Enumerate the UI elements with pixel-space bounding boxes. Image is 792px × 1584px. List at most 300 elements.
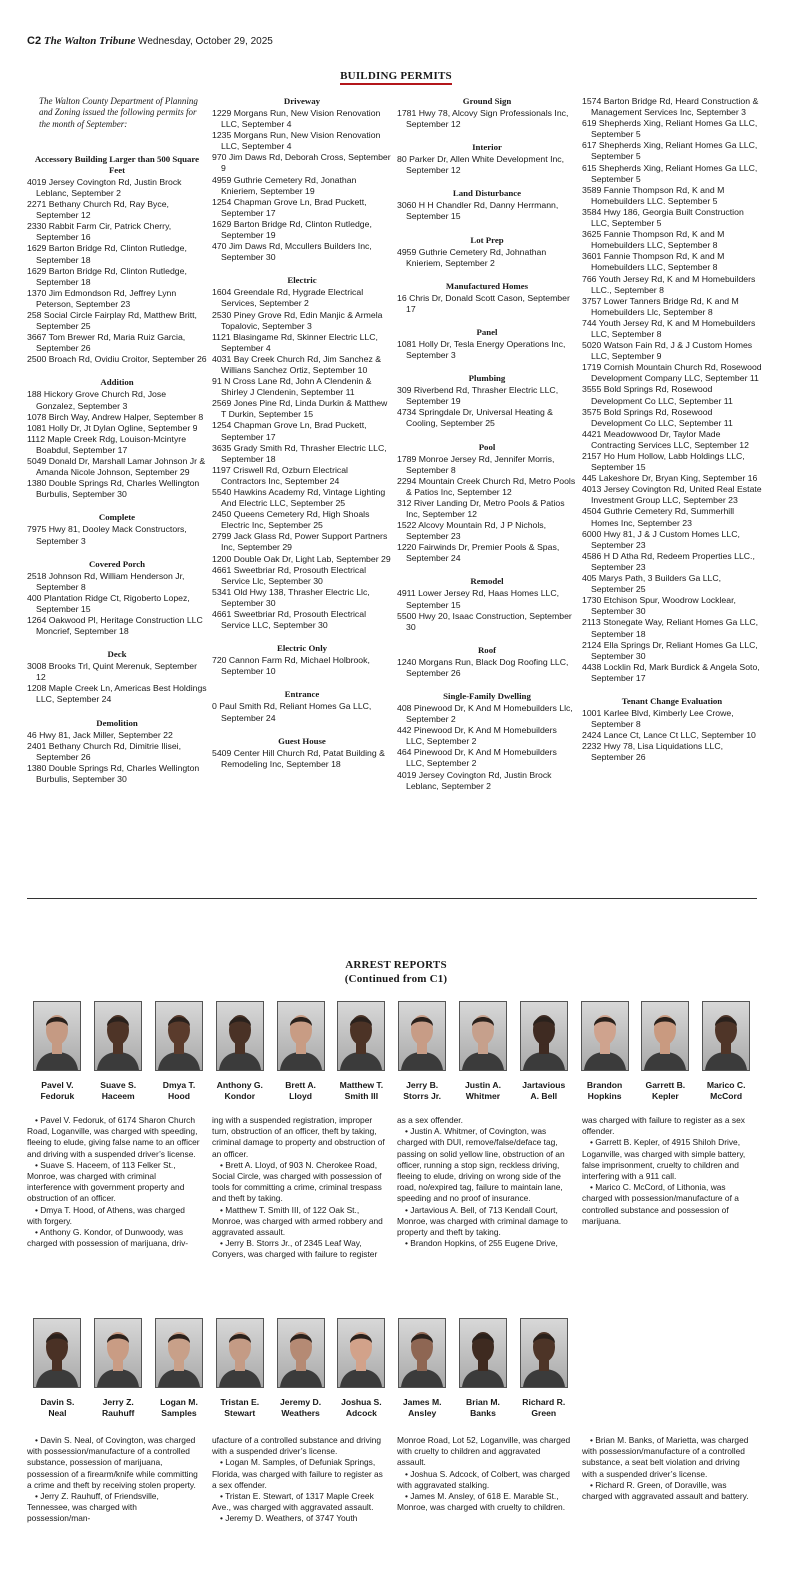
- arrest-text-col-1: [27, 1115, 201, 1249]
- permit-entry: 1254 Chapman Grove Ln, Brad Puckett, September 17: [212, 196, 367, 218]
- person-name: [163, 1080, 195, 1102]
- person-first-name: Dmya T.: [162, 1080, 196, 1090]
- arrest-paragraph: • Logan M. Samples, of Defuniak Springs, Florida, was charged with failure to register as a sex offender.: [212, 1457, 383, 1490]
- permit-entry: 1197 Criswell Rd, Ozburn Electrical Contractors Inc, September 24: [212, 464, 348, 486]
- mugshot-card: [27, 1318, 88, 1419]
- permit-category: [582, 96, 762, 684]
- permit-entry: 1719 Cornish Mountain Church Rd, Rosewood Development Company LLC, September 11: [582, 362, 762, 384]
- permit-category: [27, 718, 207, 785]
- mugshot-photo: [33, 1001, 81, 1071]
- arrest-text-col-3: [397, 1115, 571, 1249]
- person-name: [522, 1080, 565, 1102]
- mugshot-portrait: [582, 1002, 628, 1070]
- arrest-paragraph: • Tristan E. Stewart, of 1317 Maple Creek Ave., was charged with aggravated assault.: [212, 1491, 374, 1513]
- permit-entry: 3625 Fannie Thompson Rd, K and M Homebuilders LLC, September 8: [582, 229, 725, 251]
- permit-entry: 6000 Hwy 81, J & J Custom Homes LLC, September 23: [582, 528, 740, 550]
- arrest-text-col-1: [27, 1435, 201, 1525]
- permit-category: [212, 275, 392, 631]
- permit-entry: 2271 Bethany Church Rd, Ray Byce, September 12: [27, 199, 169, 221]
- person-first-name: Brandon: [586, 1080, 623, 1090]
- person-name: [646, 1080, 686, 1102]
- arrest-paragraph: • Richard R. Green, of Doraville, was charged with aggravated assault and battery.: [582, 1479, 749, 1502]
- person-name: [340, 1080, 383, 1102]
- mugshot-portrait: [642, 1002, 688, 1070]
- mugshot-photo: [337, 1318, 385, 1388]
- permit-entry: 2330 Rabbit Farm Cir, Patrick Cherry, September 16: [27, 221, 172, 243]
- person-first-name: Anthony G.: [216, 1080, 263, 1090]
- permit-category: [397, 188, 577, 222]
- mugshot-portrait: [521, 1319, 567, 1387]
- person-first-name: Davin S.: [40, 1397, 75, 1407]
- permit-entry: 1240 Morgans Run, Black Dog Roofing LLC, September 26: [397, 656, 569, 678]
- permit-entry: 720 Cannon Farm Rd, Michael Holbrook, September 10: [212, 655, 370, 677]
- permit-entry: 1370 Jim Edmondson Rd, Jeffrey Lynn Peterson, September 23: [27, 287, 177, 309]
- mugshot-portrait: [338, 1002, 384, 1070]
- mugshot-card: [696, 1001, 757, 1102]
- permit-entry: 5500 Hwy 20, Isaac Construction, September 30: [397, 610, 572, 632]
- permit-entry: 5540 Hawkins Academy Rd, Vintage Lighting And Electric LLC, September 25: [212, 487, 386, 509]
- mugshot-card: [574, 1001, 635, 1102]
- mugshot-row-1: [27, 1001, 757, 1102]
- permit-entry: 1380 Double Springs Rd, Charles Wellington Burbulis, September 30: [27, 762, 200, 784]
- person-last-name: Rauhuff: [101, 1408, 135, 1418]
- permit-category-title: Interior: [472, 142, 502, 153]
- permit-entry: 4013 Jersey Covington Rd, United Real Estate Investment Group LLC, September 23: [582, 484, 762, 506]
- mugshot-photo: [94, 1318, 142, 1388]
- permit-category-title: Roof: [477, 644, 497, 655]
- permit-entry: 4959 Guthrie Cemetery Rd, Jonathan Knieriem, September 19: [212, 174, 357, 196]
- permit-entry: 3008 Brooks Trl, Quint Merenuk, September 12: [27, 661, 197, 683]
- permit-entry: 470 Jim Daws Rd, Mccullers Builders Inc, September 30: [212, 241, 372, 263]
- permit-entry: 4504 Guthrie Cemetery Rd, Summerhill Homes Inc, September 23: [582, 506, 735, 528]
- permit-category: [397, 576, 577, 632]
- issue-date: Wednesday, October 29, 2025: [138, 36, 273, 47]
- person-first-name: Suave S.: [100, 1080, 137, 1090]
- person-last-name: Haceem: [101, 1091, 135, 1101]
- building-permits-title: BUILDING PERMITS: [340, 70, 452, 85]
- permit-entry: 3757 Lower Tanners Bridge Rd, K and M Homebuilders Llc, September 8: [582, 295, 739, 317]
- person-first-name: Joshua S.: [341, 1397, 382, 1407]
- permit-entry: 4586 H D Atha Rd, Redeem Properties LLC., September 23: [582, 550, 755, 572]
- permit-category-title: Plumbing: [468, 373, 506, 384]
- permit-entry: 4019 Jersey Covington Rd, Justin Brock Leblanc, September 2: [27, 176, 182, 198]
- permit-category-title: Deck: [107, 649, 127, 660]
- person-last-name: Stewart: [224, 1408, 256, 1418]
- arrest-paragraph: • Marico C. McCord, of Lithonia, was charged with possession/manufacture of a controlled substance and possession of marijuana.: [582, 1182, 739, 1226]
- permit-entry: 7975 Hwy 81, Dooley Mack Constructors, September 3: [27, 524, 187, 546]
- arrest-paragraph: ufacture of a controlled substance and driving with a suspended driver’s license.: [212, 1435, 382, 1457]
- permit-entry: 400 Plantation Ridge Ct, Rigoberto Lopez, September 15: [27, 592, 190, 614]
- person-first-name: Brett A.: [285, 1080, 316, 1090]
- mugshot-card: [209, 1001, 270, 1102]
- arrest-text-col-2: [212, 1435, 386, 1525]
- mugshot-photo: [216, 1318, 264, 1388]
- person-last-name: McCord: [710, 1091, 743, 1101]
- permit-entry: 4421 Meadowwood Dr, Taylor Made Contracting Services LLC, September 12: [582, 428, 749, 450]
- arrest-reports-subtitle: (Continued from C1): [344, 973, 448, 985]
- person-name: [160, 1397, 198, 1419]
- person-last-name: Samples: [161, 1408, 197, 1418]
- building-permits-heading: [0, 70, 792, 82]
- permit-category-title: Guest House: [278, 735, 326, 746]
- person-last-name: Lloyd: [289, 1091, 313, 1101]
- permit-entry: 91 N Cross Lane Rd, John A Clendenin & Shirley J Clendenin, September 11: [212, 376, 372, 398]
- arrest-paragraph: • Davin S. Neal, of Covington, was charged with possession/manufacture of a controlled substance, possession of marijuana, possession of a firearm/knife while committing a crime and theft by receiving stolen property.: [27, 1435, 198, 1490]
- permit-category-title: Addition: [100, 377, 134, 388]
- mugshot-portrait: [217, 1002, 263, 1070]
- person-name: [465, 1080, 501, 1102]
- mugshot-photo: [581, 1001, 629, 1071]
- permit-entry: 2500 Broach Rd, Ovidiu Croitor, September 26: [27, 354, 207, 365]
- person-first-name: Tristan E.: [220, 1397, 260, 1407]
- mugshot-card: [513, 1318, 574, 1419]
- permit-entry: 2113 Stonegate Way, Reliant Homes Ga LLC, September 18: [582, 617, 759, 639]
- permit-category: [27, 377, 207, 500]
- mugshot-card: [88, 1318, 149, 1419]
- arrest-paragraph: • Jerry B. Storrs Jr., of 2345 Leaf Way, Conyers, was charged with failure to register: [212, 1238, 378, 1260]
- permit-category-title: Remodel: [470, 576, 504, 587]
- person-name: [40, 1080, 74, 1102]
- permit-category-title: Driveway: [283, 96, 321, 106]
- permit-category: [27, 154, 207, 366]
- permit-category: [397, 142, 577, 176]
- mugshot-photo: [277, 1001, 325, 1071]
- person-name: [217, 1080, 263, 1102]
- permit-entry: 3601 Fannie Thompson Rd, K and M Homebuilders LLC, September 8: [582, 251, 725, 273]
- permits-column-1: [27, 96, 207, 797]
- permit-category-title: Panel: [476, 326, 498, 337]
- mugshot-photo: [155, 1318, 203, 1388]
- permit-entry: 2294 Mountain Creek Church Rd, Metro Pools & Patios Inc, September 12: [397, 475, 576, 497]
- permit-entry: 3667 Tom Brewer Rd, Maria Ruiz Garcia, September 26: [27, 332, 186, 354]
- mugshot-card: [149, 1318, 210, 1419]
- permit-category: [27, 512, 207, 546]
- arrest-paragraph: ing with a suspended registration, improper turn, obstruction of an officer, theft by taking, criminal damage to property and obstruction of an officer.: [212, 1115, 385, 1159]
- permit-entry: 2450 Queens Cemetery Rd, High Shoals Electric Inc, September 25: [212, 509, 370, 531]
- permit-entry: 1254 Chapman Grove Ln, Brad Puckett, September 17: [212, 420, 367, 442]
- person-first-name: Jartavious: [522, 1080, 566, 1090]
- person-last-name: Kondor: [224, 1091, 256, 1101]
- permit-entry: 1629 Barton Bridge Rd, Clinton Rutledge, September 19: [212, 218, 372, 241]
- permit-category: [397, 327, 577, 361]
- permit-category-title: Land Disturbance: [452, 188, 522, 199]
- arrest-paragraph: • Jeremy D. Weathers, of 3747 Youth: [220, 1513, 358, 1524]
- permit-entry: 2232 Hwy 78, Lisa Liquidations LLC, September 26: [582, 741, 724, 763]
- permit-category: [397, 281, 577, 315]
- mugshot-portrait: [399, 1319, 445, 1387]
- person-last-name: Whitmer: [465, 1091, 501, 1101]
- person-first-name: Jeremy D.: [280, 1397, 322, 1407]
- arrest-text-col-3: [397, 1435, 571, 1513]
- mugshot-photo: [337, 1001, 385, 1071]
- permit-category-title: Accessory Building Larger than 500 Square Feet: [34, 153, 200, 175]
- permit-entry: 2569 Jones Pine Rd, Linda Durkin & Matthew T Durkin, September 15: [212, 398, 388, 420]
- permit-entry: 2799 Jack Glass Rd, Power Support Partners Inc, September 29: [212, 531, 388, 553]
- permit-category-title: Complete: [98, 512, 136, 523]
- permit-category: [397, 96, 577, 130]
- mugshot-card: [392, 1001, 453, 1102]
- permit-entry: 1081 Holly Dr, Tesla Energy Operations Inc, September 3: [397, 338, 566, 361]
- permit-entry: 1200 Double Oak Dr, Light Lab, September 29: [212, 553, 391, 564]
- permit-category-title: Tenant Change Evaluation: [621, 695, 723, 706]
- person-name: [403, 1080, 441, 1102]
- person-last-name: Adcock: [345, 1408, 377, 1418]
- arrest-paragraph: • Brett A. Lloyd, of 903 N. Cherokee Road, Social Circle, was charged with possession of tools for committing a crime, criminal trespass and theft by taking.: [212, 1159, 382, 1204]
- person-name: [102, 1397, 134, 1419]
- arrest-reports-title: ARREST REPORTS: [345, 959, 447, 971]
- permit-entry: 4019 Jersey Covington Rd, Justin Brock Leblanc, September 2: [397, 769, 552, 791]
- permit-entry: 1781 Hwy 78, Alcovy Sign Professionals Inc, September 12: [397, 108, 569, 130]
- arrest-text-col-4: [582, 1435, 756, 1502]
- permit-entry: 405 Marys Path, 3 Builders Ga LLC, September 25: [582, 573, 722, 595]
- person-first-name: Richard R.: [522, 1397, 566, 1407]
- arrest-paragraph: • Jartavious A. Bell, of 713 Kendall Court, Monroe, was charged with criminal damage to property and theft by taking.: [397, 1204, 568, 1238]
- permit-category: [397, 235, 577, 269]
- permits-column-4: [582, 96, 762, 775]
- permits-column-3: [397, 96, 577, 804]
- person-first-name: Marico C.: [706, 1080, 746, 1090]
- permit-entry: 5341 Old Hwy 138, Thrasher Electric Llc, September 30: [212, 586, 370, 608]
- arrest-text-col-4: [582, 1115, 756, 1227]
- arrest-text-col-2: [212, 1115, 386, 1261]
- permit-entry: 4734 Springdale Dr, Universal Heating & Cooling, September 25: [397, 407, 553, 429]
- person-first-name: Logan M.: [160, 1397, 198, 1407]
- arrest-paragraph: • Dmya T. Hood, of Athens, was charged with forgery.: [27, 1204, 185, 1226]
- permit-entry: 3575 Bold Springs Rd, Rosewood Development Co LLC, September 11: [582, 406, 733, 428]
- mugshot-portrait: [95, 1319, 141, 1387]
- person-last-name: Neal: [48, 1408, 67, 1418]
- arrest-reports-heading: [0, 958, 792, 986]
- mugshot-card: [27, 1001, 88, 1102]
- permit-entry: 4959 Guthrie Cemetery Rd, Johnathan Knieriem, September 2: [397, 246, 547, 268]
- person-first-name: Jerry Z.: [102, 1397, 134, 1407]
- permit-entry: 615 Shepherds Xing, Reliant Homes Ga LLC, September 5: [582, 162, 758, 184]
- mugshot-card: [331, 1001, 392, 1102]
- permit-category: [212, 736, 392, 770]
- mugshot-photo: [398, 1318, 446, 1388]
- permits-column-2: [212, 96, 392, 782]
- permit-entry: 3060 H H Chandler Rd, Danny Herrmann, September 15: [397, 200, 559, 222]
- mugshot-card: [88, 1001, 149, 1102]
- mugshot-portrait: [34, 1002, 80, 1070]
- mugshot-photo: [33, 1318, 81, 1388]
- mugshot-photo: [459, 1001, 507, 1071]
- mugshot-photo: [702, 1001, 750, 1071]
- mugshot-card: [209, 1318, 270, 1419]
- mugshot-card: [635, 1001, 696, 1102]
- permit-entry: 1264 Oakwood Pl, Heritage Construction LLC Moncrief, September 18: [27, 614, 203, 637]
- mugshot-photo: [155, 1001, 203, 1071]
- mugshot-card: [149, 1001, 210, 1102]
- permit-category: [397, 645, 577, 679]
- person-name: [280, 1397, 321, 1419]
- person-last-name: Ansley: [408, 1408, 437, 1418]
- permit-entry: 309 Riverbend Rd, Thrasher Electric LLC, September 19: [397, 385, 559, 407]
- mugshot-card: [453, 1318, 514, 1419]
- permit-entry: 445 Lakeshore Dr, Bryan King, September 16: [582, 473, 758, 484]
- permit-entry: 3584 Hwy 186, Georgia Built Construction LLC, September 5: [582, 206, 744, 229]
- person-name: [220, 1397, 259, 1419]
- permit-entry: 1121 Blasingame Rd, Skinner Electric LLC, September 4: [212, 331, 378, 353]
- permit-entry: 2530 Piney Grove Rd, Edin Manjic & Armela Topalovic, September 3: [212, 309, 383, 331]
- mugshot-photo: [459, 1318, 507, 1388]
- person-name: [403, 1397, 442, 1419]
- person-name: [285, 1080, 316, 1102]
- person-name: [40, 1397, 74, 1419]
- permit-entry: 258 Social Circle Fairplay Rd, Matthew Britt, September 25: [27, 310, 197, 332]
- permit-entry: 619 Shepherds Xing, Reliant Homes Ga LLC, September 5: [582, 118, 758, 140]
- mugshot-card: [453, 1001, 514, 1102]
- arrest-paragraph: • Matthew T. Smith III, of 122 Oak St., Monroe, was charged with armed robbery and aggravated assault.: [212, 1204, 383, 1238]
- person-last-name: A. Bell: [530, 1091, 558, 1101]
- permit-entry: 5049 Donald Dr, Marshall Lamar Johnson Jr & Amanda Nicole Johnson, September 29: [27, 456, 206, 478]
- person-name: [466, 1397, 500, 1419]
- person-last-name: Hood: [168, 1091, 190, 1101]
- page-folio: [27, 35, 273, 47]
- permits-intro: The Walton County Department of Planning and Zoning issued the following permits for the month of September:: [39, 96, 198, 129]
- permit-entry: 46 Hwy 81, Jack Miller, September 22: [27, 729, 173, 740]
- mugshot-card: [513, 1001, 574, 1102]
- permit-category: [582, 696, 762, 763]
- permit-category-title: Lot Prep: [470, 234, 504, 245]
- permit-category-title: Entrance: [284, 689, 320, 700]
- permit-entry: 1574 Barton Bridge Rd, Heard Construction & Management Services Inc, September 3: [582, 96, 759, 118]
- permit-entry: 408 Pinewood Dr, K And M Homebuilders Llc, September 2: [397, 703, 573, 725]
- permit-entry: 744 Youth Jersey Rd, K and M Homebuilders LLC, September 8: [582, 317, 756, 339]
- permit-entry: 4438 Locklin Rd, Mark Burdick & Angela Soto, September 17: [582, 661, 760, 683]
- arrest-paragraph: • Suave S. Haceem, of 113 Felker St., Monroe, was charged with criminal interference with government property and obstruction of an officer.: [27, 1159, 185, 1204]
- arrest-paragraph: • Garrett B. Kepler, of 4915 Shiloh Drive, Loganville, was charged with simple battery, false imprisonment, cruelty to children and interfering with a 911 call.: [582, 1137, 746, 1182]
- arrest-paragraph: • Joshua S. Adcock, of Colbert, was charged with aggravated stalking.: [397, 1468, 570, 1490]
- mugshot-portrait: [156, 1319, 202, 1387]
- arrest-paragraph: • Brian M. Banks, of Marietta, was charged with possession/manufacture of a controlled substance, a seat belt violation and driving with a suspended driver’s license.: [582, 1435, 749, 1479]
- permit-entry: 2424 Lance Ct, Lance Ct LLC, September 10: [582, 730, 756, 741]
- permit-entry: 2157 Ho Hum Hollow, Labb Holdings LLC, September 15: [582, 451, 745, 473]
- mugshot-photo: [398, 1001, 446, 1071]
- mugshot-portrait: [217, 1319, 263, 1387]
- person-last-name: Banks: [470, 1408, 496, 1418]
- mugshot-row-2: [27, 1318, 757, 1419]
- person-last-name: Smith III: [344, 1091, 379, 1101]
- permit-entry: 0 Paul Smith Rd, Reliant Homes Ga LLC, September 24: [212, 701, 372, 723]
- permit-entry: 1730 Etchison Spur, Woodrow Locklear, September 30: [582, 595, 736, 617]
- arrest-paragraph: • James M. Ansley, of 618 E. Marable St., Monroe, was charged with cruelty to children.: [397, 1491, 566, 1513]
- person-first-name: Brian M.: [466, 1397, 500, 1407]
- arrest-paragraph: • Justin A. Whitmer, of Covington, was charged with DUI, remove/false/deface tag, passing on solid yellow line, obstruction of an officer, running a stop sign, reckless driving, fleeing to elude, driving on wrong side of the road, no/expired tag, failure to maintain lane, speeding and no proof of insurance.: [397, 1126, 565, 1204]
- permit-entry: 1789 Monroe Jersey Rd, Jennifer Morris, September 8: [397, 453, 555, 475]
- mugshot-photo: [641, 1001, 689, 1071]
- mugshot-photo: [277, 1318, 325, 1388]
- permit-entry: 2518 Johnson Rd, William Henderson Jr, September 8: [27, 570, 185, 592]
- permit-entry: 970 Jim Daws Rd, Deborah Cross, September 9: [212, 152, 391, 174]
- person-name: [341, 1397, 382, 1419]
- permit-entry: 4661 Sweetbriar Rd, Prosouth Electrical Service Llc, September 30: [212, 564, 367, 586]
- permit-category-title: Ground Sign: [462, 96, 512, 106]
- permit-category-title: Manufactured Homes: [445, 280, 529, 291]
- permit-category: [212, 96, 392, 263]
- permit-entry: 1235 Morgans Run, New Vision Renovation LLC, September 4: [212, 130, 381, 152]
- person-first-name: James M.: [402, 1397, 442, 1407]
- permit-entry: 2401 Bethany Church Rd, Dimitrie Ilisei, September 26: [27, 740, 182, 762]
- permit-category-title: Pool: [478, 441, 496, 452]
- mugshot-photo: [216, 1001, 264, 1071]
- person-last-name: Hopkins: [587, 1091, 622, 1101]
- newspaper-name: The Walton Tribune: [43, 35, 136, 47]
- mugshot-portrait: [278, 1002, 324, 1070]
- permit-category-title: Demolition: [96, 717, 138, 728]
- permit-entry: 5409 Center Hill Church Rd, Patat Building & Remodeling Inc, September 18: [212, 747, 385, 769]
- mugshot-photo: [520, 1001, 568, 1071]
- permit-entry: 188 Hickory Grove Church Rd, Jose Gonzalez, September 3: [27, 389, 167, 411]
- permit-entry: 3555 Bold Springs Rd, Rosewood Development Co LLC, September 11: [582, 384, 733, 406]
- permit-entry: 3635 Grady Smith Rd, Thrasher Electric LLC, September 18: [212, 442, 387, 464]
- permit-category: [397, 442, 577, 565]
- person-first-name: Justin A.: [464, 1080, 501, 1090]
- arrest-paragraph: was charged with failure to register as a sex offender.: [582, 1115, 745, 1137]
- permit-category-title: Covered Porch: [88, 558, 146, 569]
- person-first-name: Jerry B.: [406, 1080, 439, 1090]
- arrest-paragraph: • Brandon Hopkins, of 255 Eugene Drive,: [405, 1238, 558, 1249]
- permit-entry: 617 Shepherds Xing, Reliant Homes Ga LLC, September 5: [582, 140, 758, 162]
- page-number: C2: [27, 35, 42, 47]
- person-name: [100, 1080, 136, 1102]
- permit-category-title: Electric: [287, 275, 317, 286]
- section-divider: [27, 898, 757, 899]
- mugshot-photo: [520, 1318, 568, 1388]
- permit-entry: 1220 Fairwinds Dr, Premier Pools & Spas, September 24: [397, 542, 560, 564]
- permit-entry: 1380 Double Springs Rd, Charles Wellington Burbulis, September 30: [27, 478, 200, 500]
- permit-entry: 1629 Barton Bridge Rd, Clinton Rutledge, September 18: [27, 243, 187, 265]
- mugshot-portrait: [399, 1002, 445, 1070]
- permit-category: [212, 689, 392, 723]
- mugshot-portrait: [34, 1319, 80, 1387]
- mugshot-card: [331, 1318, 392, 1419]
- permit-category-title: Electric Only: [276, 643, 328, 654]
- permit-entry: 1112 Maple Creek Rdg, Louison-Mcintyre Boabdul, September 17: [27, 433, 187, 455]
- permit-entry: 1078 Birch Way, Andrew Halper, September 8: [27, 411, 204, 422]
- permit-entry: 1081 Holly Dr, Jt Dylan Ogline, September 9: [27, 422, 198, 433]
- arrest-paragraph: • Pavel V. Fedoruk, of 6174 Sharon Church Road, Loganville, was charged with speeding, fleeing to elude, giving false name to an officer and driving with a suspended driver’s license.: [27, 1115, 200, 1159]
- person-name: [707, 1080, 746, 1102]
- permit-entry: 4031 Bay Creek Church Rd, Jim Sanchez & Willians Sanchez Ortiz, September 10: [212, 353, 382, 375]
- permit-category: [397, 373, 577, 429]
- mugshot-card: [270, 1001, 331, 1102]
- person-first-name: Garrett B.: [645, 1080, 686, 1090]
- permit-category-title: Single-Family Dwelling: [443, 691, 531, 701]
- arrest-paragraph: as a sex offender.: [397, 1115, 463, 1125]
- permit-entry: 1522 Alcovy Mountain Rd, J P Nichols, September 23: [397, 520, 547, 542]
- mugshot-portrait: [703, 1002, 749, 1070]
- mugshot-card: [392, 1318, 453, 1419]
- mugshot-portrait: [460, 1002, 506, 1070]
- permit-entry: 464 Pinewood Dr, K And M Homebuilders LLC, September 2: [397, 747, 557, 769]
- arrest-paragraph: Monroe Road, Lot 52, Loganville, was charged with cruelty to children and aggravated assault.: [397, 1435, 571, 1468]
- person-first-name: Pavel V.: [41, 1080, 74, 1090]
- permit-category: [212, 643, 392, 677]
- permit-category: [27, 649, 207, 705]
- permit-entry: 442 Pinewood Dr, K And M Homebuilders LLC, September 2: [397, 725, 557, 747]
- permit-category: [27, 559, 207, 638]
- permit-entry: 5020 Watson Fain Rd, J & J Custom Homes LLC, September 9: [582, 340, 753, 362]
- permit-entry: 1001 Karlee Blvd, Kimberly Lee Crowe, September 8: [582, 707, 734, 730]
- mugshot-portrait: [95, 1002, 141, 1070]
- arrest-paragraph: • Anthony G. Kondor, of Dunwoody, was charged with possession of marijuana, driv-: [27, 1227, 189, 1249]
- mugshot-card: [270, 1318, 331, 1419]
- arrest-paragraph: • Jerry Z. Rauhuff, of Friendsville, Tennessee, was charged with possession/man-: [27, 1491, 159, 1524]
- permit-entry: 766 Youth Jersey Rd, K and M Homebuilders LLC., September 8: [582, 273, 756, 295]
- person-last-name: Storrs Jr.: [403, 1091, 442, 1101]
- permit-entry: 3589 Fannie Thompson Rd, K and M Homebuilders LLC. September 5: [582, 184, 725, 206]
